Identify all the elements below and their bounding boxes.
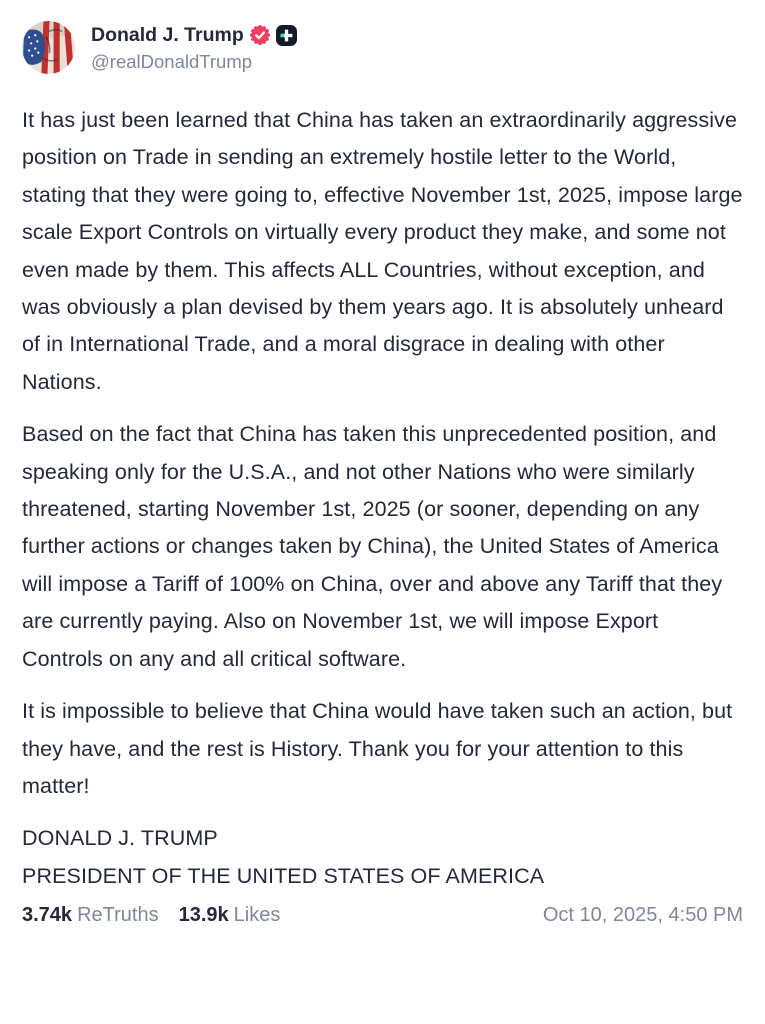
likes-label: Likes [233,904,281,927]
signature-line-title: PRESIDENT OF THE UNITED STATES OF AMERICA [22,863,545,888]
signature-line-name: DONALD J. TRUMP [22,826,218,851]
verified-badge-icon [250,25,270,45]
identity-block [91,23,297,72]
likes-count: 13.9k [178,904,229,927]
likes-stat[interactable] [179,901,281,929]
name-row [91,24,297,46]
retruths-count: 3.74k [22,904,73,927]
post-signature [22,820,743,895]
post-header [22,21,743,74]
retruths-stat[interactable] [22,901,159,929]
timestamp: Oct 10, 2025, 4:50 PM [542,904,743,927]
user-handle[interactable]: @realDonaldTrump [91,50,253,72]
post-paragraph-1: It has just been learned that China has taken an extraordinarily aggressive position on Trade in sending an extremely hostile letter to the World, stating that they were going to, effective November 1st, 2025, impose large scale Export Controls on virtually every product they make, and some not even made by them. This affects ALL Countries, without exception, and was obviously a plan devised by them years ago. It is absolutely unheard of in International Trade, and a moral disgrace in dealing with other Nations. [22,108,743,394]
display-name[interactable]: Donald J. Trump [91,24,244,47]
retruths-label: ReTruths [77,904,159,927]
truth-plus-badge-icon [276,25,297,46]
post-stats-bar [22,901,743,929]
post-paragraph-2: Based on the fact that China has taken this unprecedented position, and speaking only for the U.S.A., and not other Nations who were similarly threatened, starting November 1st, 2025 (or sooner, depending on any further actions or changes taken by China), the United States of America will impose a Tariff of 100% on China, over and above any Tariff that they are currently paying. Also on November 1st, we will impose Export Controls on any and all critical software. [22,422,723,671]
post-paragraph-3: It is impossible to believe that China would have taken such an action, but they have, and the rest is History. Thank you for your attention to this matter! [22,699,733,798]
avatar[interactable] [22,21,75,74]
avatar-image [22,21,75,74]
post-body [22,102,743,895]
stats-left [22,901,280,929]
